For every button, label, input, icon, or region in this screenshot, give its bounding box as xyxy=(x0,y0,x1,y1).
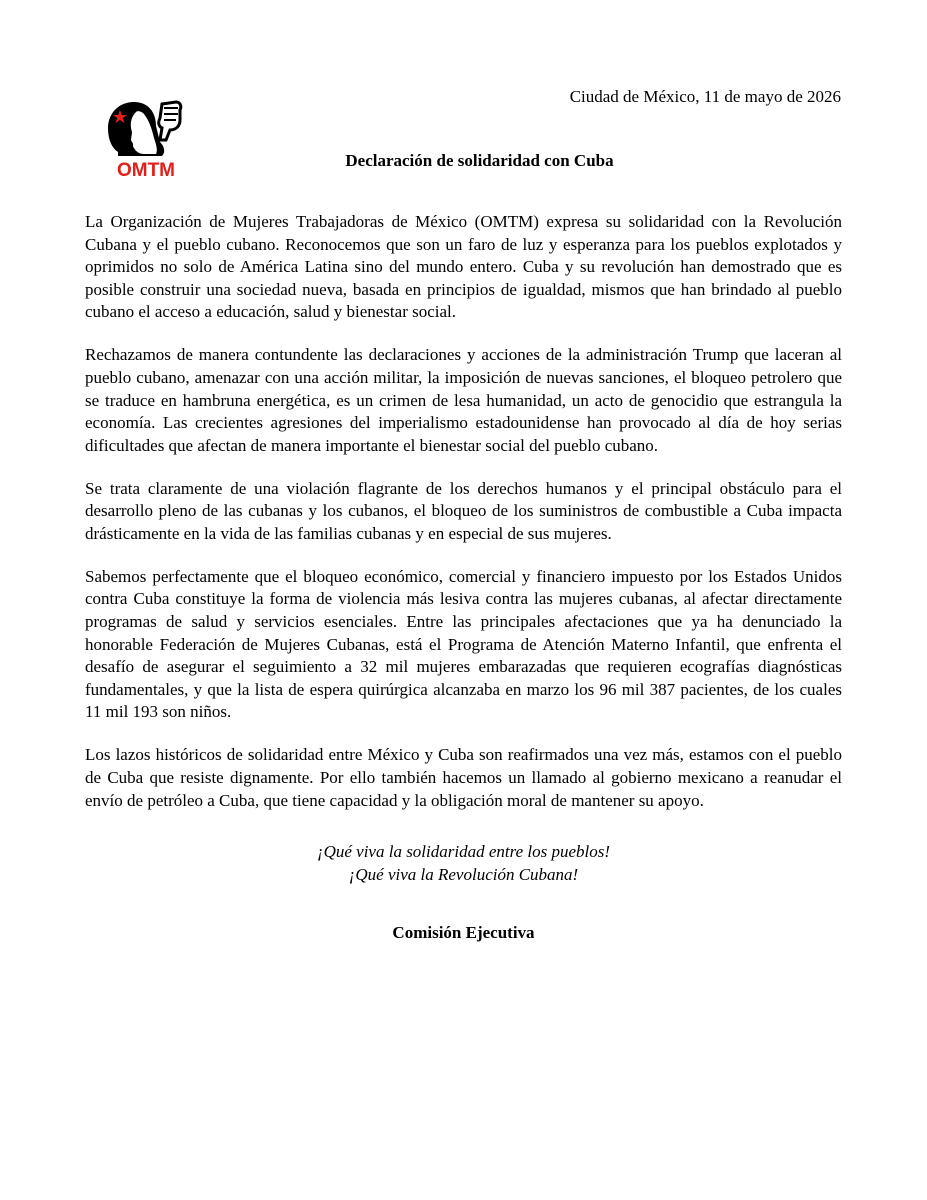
document-title: Declaración de solidaridad con Cuba xyxy=(345,151,614,170)
signature: Comisión Ejecutiva xyxy=(392,923,535,942)
document-body xyxy=(85,211,842,833)
paragraph-2: Rechazamos de manera contundente las declaraciones y acciones de la administración Trump que laceran al pueblo cubano, amenazar con una acción militar, la imposición de nuevas sanciones, el bloqueo petrolero que se traduce en hambruna energética, es un crimen de lesa humanidad, un acto de genocidio que estrangula la economía. Las crecientes agresiones del imperialismo estadounidense han provocado al día de hoy serias dificultades que afectan de manera importante el bienestar social del pueblo cubano. xyxy=(85,345,842,455)
closing-line-1: ¡Qué viva la solidaridad entre los pueblos! xyxy=(316,842,611,861)
paragraph-1: La Organización de Mujeres Trabajadoras de México (OMTM) expresa su solidaridad con la Revolución Cubana y el pueblo cubano. Reconocemos que son un faro de luz y esperanza para los pueblos explotados y oprimidos no solo de América Latina sino del mundo entero. Cuba y su revolución han demostrado que es posible construir una sociedad nueva, basada en principios de igualdad, mismos que han brindado al pueblo cubano el acceso a educación, salud y bienestar social. xyxy=(85,212,842,322)
closing-slogans xyxy=(0,841,927,886)
paragraph-4: Sabemos perfectamente que el bloqueo económico, comercial y financiero impuesto por los Estados Unidos contra Cuba constituye la forma de violencia más lesiva contra las mujeres cubanas, al afectar directamente programas de salud y servicios esenciales. Entre las principales afectaciones que ya ha denunciado la honorable Federación de Mujeres Cubanas, está el Programa de Atención Materno Infantil, que enfrenta el desafío de asegurar el seguimiento a 32 mil mujeres embarazadas que requieren ecografías diagnósticas fundamentales, y que la lista de espera quirúrgica alcanzaba en marzo los 96 mil 387 pacientes, de los cuales 11 mil 193 son niños. xyxy=(85,566,842,722)
logo-wordmark: OMTM xyxy=(116,160,176,180)
paragraph-5: Los lazos históricos de solidaridad entre México y Cuba son reafirmados una vez más, estamos con el pueblo de Cuba que resiste dignamente. Por ello también hacemos un llamado al gobierno mexicano a reanudar el envío de petróleo a Cuba, que tiene capacidad y la obligación moral de mantener su apoyo. xyxy=(85,745,842,810)
document-date: Ciudad de México, 11 de mayo de 2026 xyxy=(569,87,841,106)
closing-line-2: ¡Qué viva la Revolución Cubana! xyxy=(348,864,579,884)
paragraph-3: Se trata claramente de una violación flagrante de los derechos humanos y el principal obstáculo para el desarrollo pleno de las cubanas y los cubanos, el bloqueo de los suministros de combustible a Cuba impacta drásticamente en la vida de las familias cubanas y en especial de sus mujeres. xyxy=(85,478,842,543)
